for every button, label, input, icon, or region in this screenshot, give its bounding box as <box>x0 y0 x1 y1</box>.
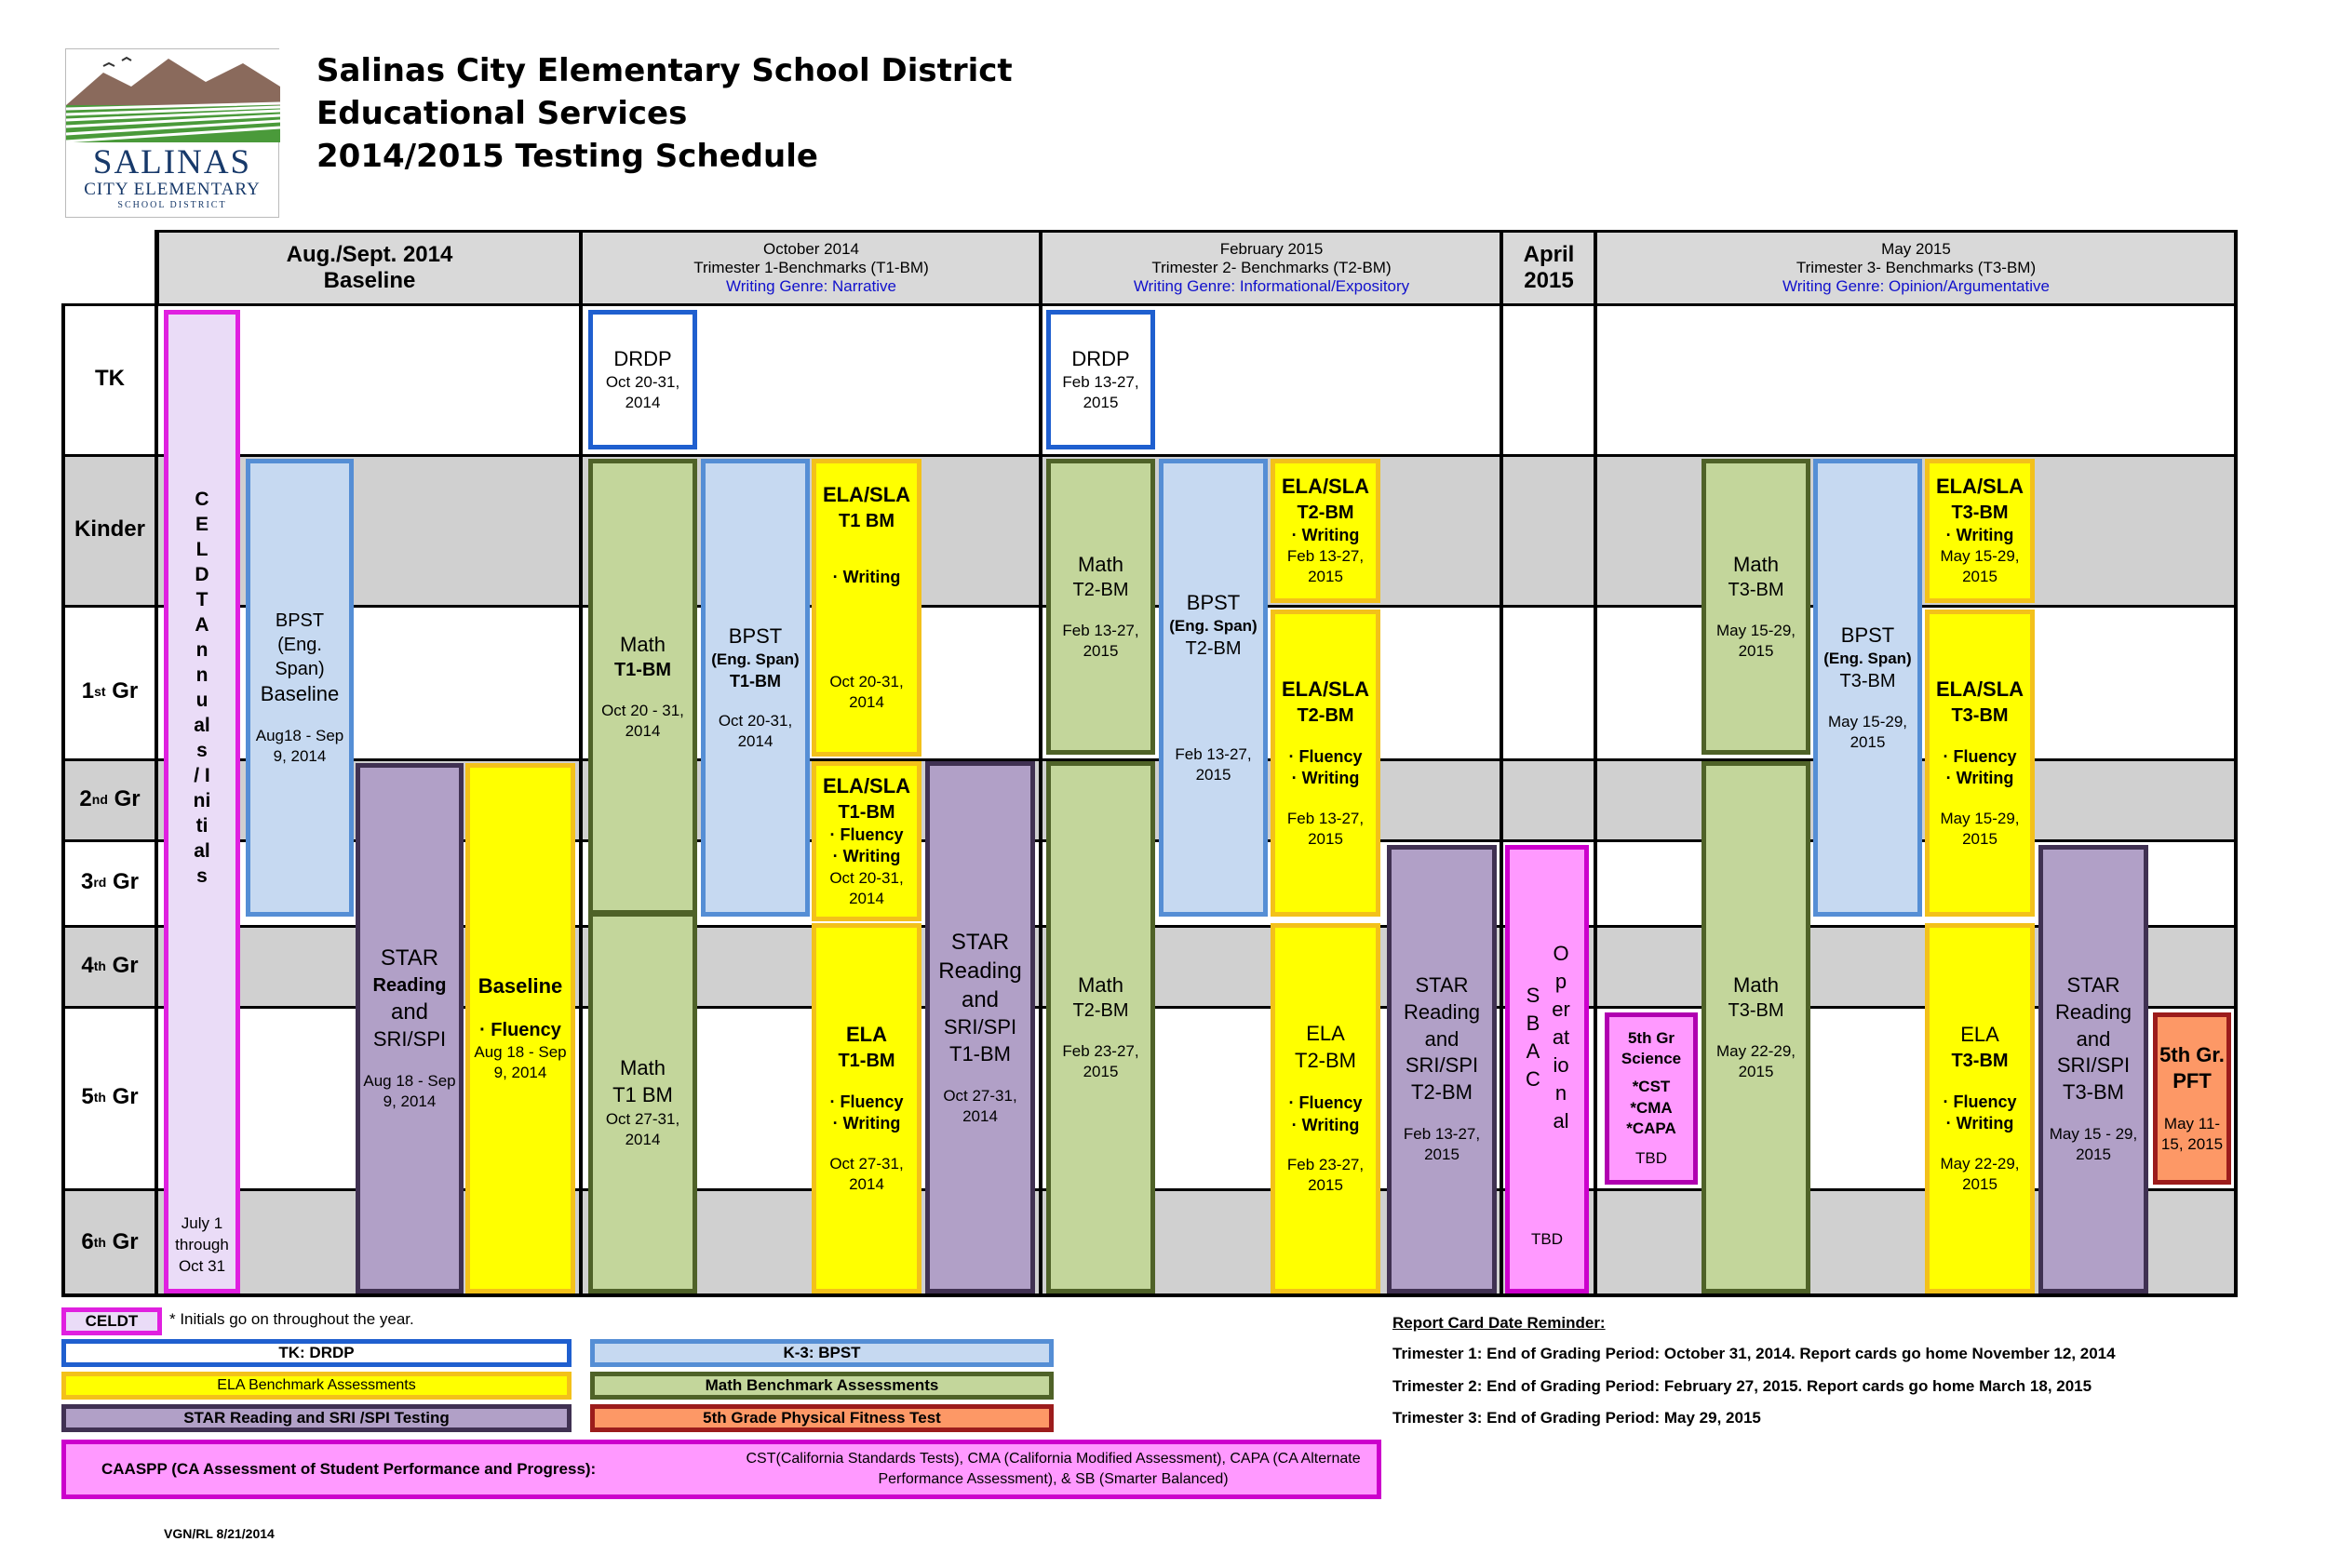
feb-math1-date: Feb 13-27, 2015 <box>1062 622 1139 661</box>
column-header-may <box>1594 230 2238 306</box>
row-label-1st <box>63 633 156 749</box>
row-label-6th <box>63 1188 156 1296</box>
oct-ela3-l3: · Fluency <box>829 1092 904 1111</box>
oct-math1-date: Oct 20 - 31, 2014 <box>601 702 684 741</box>
may-star-l4: SRI/SPI <box>2056 1053 2131 1078</box>
oct-ela2-l4: · Writing <box>832 847 901 866</box>
grade-number: 1 <box>81 677 95 704</box>
logo-text-city: CITY ELEMENTARY <box>84 180 261 199</box>
may-pft-block <box>2153 1012 2231 1185</box>
legend-ela: ELA Benchmark Assessments <box>61 1372 572 1400</box>
legend-celdt: CELDT <box>61 1307 162 1335</box>
may-math1-l1: Math <box>1733 552 1779 576</box>
oct-math2-date: Oct 27-31, 2014 <box>605 1109 680 1148</box>
legend-math: Math Benchmark Assessments <box>590 1372 1054 1400</box>
oct-star-block <box>925 761 1035 1293</box>
grade-suffix: th <box>93 1235 106 1250</box>
row-label-4th <box>63 925 156 1006</box>
feb-bpst-date: Feb 13-27, 2015 <box>1175 745 1252 784</box>
aug-bpst-date: Aug18 - Sep 9, 2014 <box>255 727 344 766</box>
oct-ela1-l2: T1 BM <box>839 510 894 531</box>
feb-ela3-l2: T2-BM <box>1295 1048 1356 1072</box>
aug-base-l2: · Fluency <box>479 1020 561 1041</box>
title-schedule: 2014/2015 Testing Schedule <box>316 138 818 175</box>
oct-header-line2: Trimester 1-Benchmarks (T1-BM) <box>693 258 929 276</box>
feb-ela2-l4: · Writing <box>1291 769 1360 788</box>
legend-star: STAR Reading and SRI /SPI Testing <box>61 1404 572 1432</box>
feb-star-block <box>1387 845 1497 1293</box>
may-math2-l2: T3-BM <box>1728 1000 1784 1022</box>
oct-math1-l1: Math <box>620 632 666 656</box>
oct-ela1-l3: · Writing <box>832 567 901 586</box>
feb-math2-l1: Math <box>1078 972 1123 997</box>
may-star-l3: and <box>2076 1026 2111 1051</box>
feb-ela1-l2: T2-BM <box>1297 503 1354 523</box>
grade-number: 4 <box>81 952 94 978</box>
aug-bpst-l3: Span) <box>275 658 325 679</box>
may-ela2-l3: · Fluency <box>1943 746 2017 766</box>
may-bpst-block <box>1813 459 1922 917</box>
may-ela1-l3: · Writing <box>1945 526 2014 544</box>
oct-bpst-block <box>701 459 810 917</box>
oct-math-36-block <box>588 912 697 1293</box>
grade-word: Gr <box>112 1084 139 1109</box>
grade-word: Gr <box>114 785 141 811</box>
grid-bottom-line <box>63 1293 2238 1297</box>
oct-star-date: Oct 27-31, 2014 <box>943 1087 1017 1126</box>
feb-header-line1: February 2015 <box>1219 239 1324 258</box>
may-pft-l2: PFT <box>2172 1069 2212 1093</box>
aug-star-l3: and <box>390 998 429 1025</box>
apr-sbac-block <box>1505 845 1589 1293</box>
feb-drdp-block <box>1046 310 1155 449</box>
feb-star-l3: and <box>1424 1026 1459 1051</box>
celdt-date: July 1 through Oct 31 <box>175 1214 229 1276</box>
feb-ela3-date: Feb 23-27, 2015 <box>1286 1155 1365 1194</box>
row-label-5th <box>63 1006 156 1188</box>
oct-ela-23-block <box>812 761 921 921</box>
logo-text-salinas: SALINAS <box>92 143 252 181</box>
feb-math2-date: Feb 23-27, 2015 <box>1062 1042 1139 1081</box>
feb-star-l5: T2-BM <box>1411 1079 1473 1104</box>
oct-ela2-l3: · Fluency <box>829 824 904 844</box>
feb-header-genre: Writing Genre: Informational/Expository <box>1133 277 1410 296</box>
grade-number: 5 <box>81 1084 94 1109</box>
oct-ela3-l4: · Writing <box>832 1114 901 1133</box>
legend-caaspp-detail <box>730 1449 1377 1489</box>
feb-ela-46-block <box>1271 923 1380 1293</box>
column-header-feb <box>1040 230 1503 306</box>
may-ela2-date: May 15-29, 2015 <box>1940 809 2020 848</box>
grid-line-right <box>2234 230 2238 1297</box>
grade-suffix: nd <box>91 791 108 807</box>
feb-star-l2: Reading <box>1404 1000 1480 1025</box>
oct-ela2-l1: ELA/SLA <box>822 774 911 798</box>
feb-math1-l2: T2-BM <box>1072 580 1129 601</box>
may-bpst-date: May 15-29, 2015 <box>1827 713 1908 752</box>
may-sci-l2: Science <box>1621 1050 1682 1068</box>
may-math1-l2: T3-BM <box>1728 580 1784 601</box>
feb-star-l4: SRI/SPI <box>1405 1053 1479 1078</box>
may-ela3-l3: · Fluency <box>1943 1092 2017 1111</box>
may-header-line1: May 2015 <box>1881 239 1951 258</box>
oct-bpst-l2: (Eng. Span) <box>711 650 800 669</box>
aug-bpst-block <box>246 459 354 917</box>
may-header-line2: Trimester 3- Benchmarks (T3-BM) <box>1796 258 2037 276</box>
feb-drdp-l1: DRDP <box>1071 346 1130 370</box>
celdt-block <box>164 310 240 1293</box>
oct-star-l5: T1-BM <box>949 1041 1011 1065</box>
feb-math-26-block <box>1046 761 1155 1293</box>
grade-suffix: th <box>93 958 106 973</box>
column-header-apr <box>1500 230 1597 306</box>
may-star-block <box>2038 845 2148 1293</box>
apr-header-line2: 2015 <box>1524 268 1574 293</box>
oct-math2-l2: T1 BM <box>612 1082 673 1106</box>
report-trimester-3: Trimester 3: End of Grading Period: May 29, 2015 <box>1392 1409 1761 1427</box>
feb-ela1-l1: ELA/SLA <box>1281 475 1370 499</box>
oct-drdp-block <box>588 310 697 449</box>
grade-word: Gr <box>112 952 139 978</box>
feb-ela2-l3: · Fluency <box>1288 746 1363 766</box>
feb-bpst-l3: T2-BM <box>1185 638 1242 660</box>
row-label-2nd <box>63 758 156 839</box>
grade-suffix: th <box>93 1090 106 1105</box>
title-department: Educational Services <box>316 95 688 132</box>
may-ela1-l1: ELA/SLA <box>1935 475 2024 499</box>
feb-ela-k-block <box>1271 459 1380 603</box>
oct-ela2-l2: T1-BM <box>838 801 895 823</box>
may-bpst-l3: T3-BM <box>1839 671 1896 692</box>
may-ela2-l4: · Writing <box>1945 769 2014 788</box>
may-math2-date: May 22-29, 2015 <box>1715 1042 1796 1081</box>
feb-math2-l2: T2-BM <box>1072 1000 1129 1022</box>
oct-star-l1: STAR <box>950 929 1010 955</box>
district-logo <box>65 48 279 218</box>
may-math-26-block <box>1702 761 1810 1293</box>
may-sci-l3: *CST <box>1632 1078 1671 1096</box>
row-label-kinder: Kinder <box>74 516 145 542</box>
feb-math-k1-block <box>1046 459 1155 755</box>
legend-bpst: K-3: BPST <box>590 1339 1054 1367</box>
grade-number: 3 <box>80 869 94 894</box>
may-sci-date: TBD <box>1635 1148 1667 1167</box>
oct-math-k2-block <box>588 459 697 915</box>
may-ela-k-block <box>1925 459 2035 603</box>
report-trimester-1: Trimester 1: End of Grading Period: October 31, 2014. Report cards go home November 12, 2014 <box>1392 1345 2116 1362</box>
feb-star-date: Feb 13-27, 2015 <box>1403 1125 1481 1164</box>
report-title: Report Card Date Reminder: <box>1392 1314 1606 1332</box>
aug-star-l2: Reading <box>372 974 447 996</box>
may-star-l2: Reading <box>2055 1000 2132 1025</box>
row-label-3rd <box>63 839 156 925</box>
oct-ela-46-block <box>812 923 921 1293</box>
legend-caaspp-title: CAASPP (CA Assessment of Student Performance and Progress): <box>101 1460 597 1478</box>
may-ela-46-block <box>1925 923 2035 1293</box>
aug-star-l1: STAR <box>380 945 439 972</box>
may-ela3-l2: T3-BM <box>1951 1050 2009 1071</box>
column-header-aug <box>156 230 583 306</box>
apr-sbac-date: TBD <box>1531 1230 1563 1248</box>
may-ela2-l2: T3-BM <box>1951 704 2009 726</box>
legend-pft: 5th Grade Physical Fitness Test <box>590 1404 1054 1432</box>
apr-header-line1: April <box>1523 241 1575 267</box>
oct-math1-l2: T1-BM <box>613 660 672 681</box>
feb-math1-l1: Math <box>1078 552 1123 576</box>
may-ela2-l1: ELA/SLA <box>1935 677 2024 702</box>
may-pft-l1: 5th Gr. <box>2159 1042 2225 1066</box>
oct-math2-l1: Math <box>620 1056 666 1080</box>
feb-bpst-l1: BPST <box>1186 590 1241 614</box>
oct-star-l3: and <box>961 986 1000 1012</box>
aug-star-l4: SRI/SPI <box>372 1026 447 1051</box>
may-bpst-l2: (Eng. Span) <box>1823 650 1912 668</box>
may-star-date: May 15 - 29, 2015 <box>2049 1125 2138 1164</box>
grid-line-aug <box>579 230 583 1297</box>
feb-ela3-l1: ELA <box>1306 1021 1345 1045</box>
may-ela-13-block <box>1925 610 2035 917</box>
oct-bpst-date: Oct 20-31, 2014 <box>718 711 793 751</box>
grid-line-feb <box>1500 230 1503 1297</box>
logo-text-district: SCHOOL DISTRICT <box>117 200 227 210</box>
report-trimester-2: Trimester 2: End of Grading Period: February 27, 2015. Report cards go home March 18, 2015 <box>1392 1377 2092 1395</box>
oct-bpst-l1: BPST <box>728 623 783 648</box>
may-ela3-l1: ELA <box>1960 1023 1999 1047</box>
may-sci-l4: *CMA <box>1630 1098 1673 1117</box>
oct-header-genre: Writing Genre: Narrative <box>726 277 896 296</box>
aug-star-block <box>356 763 464 1293</box>
aug-base-l1: Baseline <box>478 973 563 998</box>
aug-star-date: Aug 18 - Sep 9, 2014 <box>363 1072 456 1111</box>
feb-ela-13-block <box>1271 610 1380 917</box>
apr-sbac-vertical: SBAC <box>1526 984 1540 1091</box>
oct-ela3-date: Oct 27-31, 2014 <box>829 1154 904 1193</box>
feb-ela3-l4: · Writing <box>1291 1115 1360 1134</box>
oct-ela3-l2: T1-BM <box>838 1050 895 1071</box>
footer-code: VGN/RL 8/21/2014 <box>164 1526 275 1541</box>
feb-ela3-l3: · Fluency <box>1288 1093 1363 1113</box>
grid-line-oct <box>1039 230 1042 1297</box>
legend-caaspp <box>61 1440 1381 1499</box>
may-sci-l5: *CAPA <box>1626 1119 1676 1137</box>
aug-header-line1: Aug./Sept. 2014 <box>286 241 453 267</box>
may-science-block <box>1605 1012 1698 1185</box>
feb-ela2-l2: T2-BM <box>1297 704 1354 726</box>
may-ela3-date: May 22-29, 2015 <box>1940 1154 2020 1193</box>
oct-drdp-l1: DRDP <box>613 346 672 370</box>
oct-ela-k1-block <box>812 459 921 757</box>
column-header-oct <box>580 230 1042 306</box>
grade-number: 6 <box>81 1229 94 1254</box>
oct-ela2-date: Oct 20-31, 2014 <box>829 868 904 907</box>
aug-bpst-l1: BPST <box>275 610 325 631</box>
logo-landscape-icon <box>66 49 280 142</box>
grade-suffix: st <box>94 683 106 699</box>
title-district: Salinas City Elementary School District <box>316 52 1013 89</box>
legend-caaspp-detail-1: CST(California Standards Tests), CMA (California Modified Assessment), CAPA (CA Alternate <box>746 1451 1361 1467</box>
aug-header-line2: Baseline <box>323 268 416 293</box>
may-ela1-l2: T3-BM <box>1951 503 2009 523</box>
row-label-tk: TK <box>95 366 125 391</box>
may-ela1-date: May 15-29, 2015 <box>1940 547 2020 586</box>
feb-ela1-l3: · Writing <box>1291 526 1360 544</box>
aug-base-date: Aug 18 - Sep 9, 2014 <box>474 1043 567 1082</box>
oct-star-l4: SRI/SPI <box>943 1015 1017 1039</box>
may-star-l5: T3-BM <box>2063 1079 2124 1104</box>
aug-bpst-l2: (Eng. <box>277 634 322 655</box>
may-header-genre: Writing Genre: Opinion/Argumentative <box>1782 277 2050 296</box>
legend-celdt-note: * Initials go on throughout the year. <box>169 1310 414 1328</box>
oct-ela1-date: Oct 20-31, 2014 <box>829 672 904 712</box>
may-star-l1: STAR <box>2066 973 2120 998</box>
grade-word: Gr <box>112 677 139 704</box>
feb-bpst-l2: (Eng. Span) <box>1169 617 1258 636</box>
may-math2-l1: Math <box>1733 972 1779 997</box>
apr-operational-vertical: Operational <box>1552 942 1570 1132</box>
oct-bpst-l3: T1-BM <box>730 671 781 690</box>
may-bpst-l1: BPST <box>1840 623 1895 647</box>
may-math1-date: May 15-29, 2015 <box>1715 622 1796 661</box>
feb-ela2-date: Feb 13-27, 2015 <box>1286 809 1365 848</box>
oct-drdp-date: Oct 20-31, 2014 <box>605 373 680 412</box>
may-math-k1-block <box>1702 459 1810 755</box>
feb-header-line2: Trimester 2- Benchmarks (T2-BM) <box>1151 258 1392 276</box>
grade-word: Gr <box>113 869 140 894</box>
feb-drdp-date: Feb 13-27, 2015 <box>1062 373 1139 412</box>
oct-header-line1: October 2014 <box>762 239 859 258</box>
grade-word: Gr <box>112 1229 139 1254</box>
legend-tk: TK: DRDP <box>61 1339 572 1367</box>
feb-ela1-date: Feb 13-27, 2015 <box>1286 547 1365 586</box>
grid-line-apr <box>1594 230 1597 1297</box>
oct-ela3-l1: ELA <box>846 1023 887 1047</box>
legend-caaspp-detail-2: Performance Assessment), & SB (Smarter Balanced) <box>878 1471 1229 1487</box>
feb-bpst-block <box>1159 459 1268 917</box>
grade-number: 2 <box>79 785 92 811</box>
celdt-vertical-text: CELDT Annuals / Initials <box>193 489 213 887</box>
oct-star-l2: Reading <box>938 958 1022 984</box>
may-ela3-l4: · Writing <box>1945 1114 2014 1133</box>
feb-ela2-l1: ELA/SLA <box>1281 677 1370 702</box>
grade-suffix: rd <box>93 875 107 890</box>
may-sci-l1: 5th Gr <box>1627 1029 1675 1048</box>
may-pft-date: May 11-15, 2015 <box>2160 1115 2224 1154</box>
oct-ela1-l1: ELA/SLA <box>822 483 911 506</box>
feb-star-l1: STAR <box>1415 973 1469 998</box>
aug-bpst-l4: Baseline <box>260 681 340 705</box>
aug-baseline-block <box>465 763 575 1293</box>
